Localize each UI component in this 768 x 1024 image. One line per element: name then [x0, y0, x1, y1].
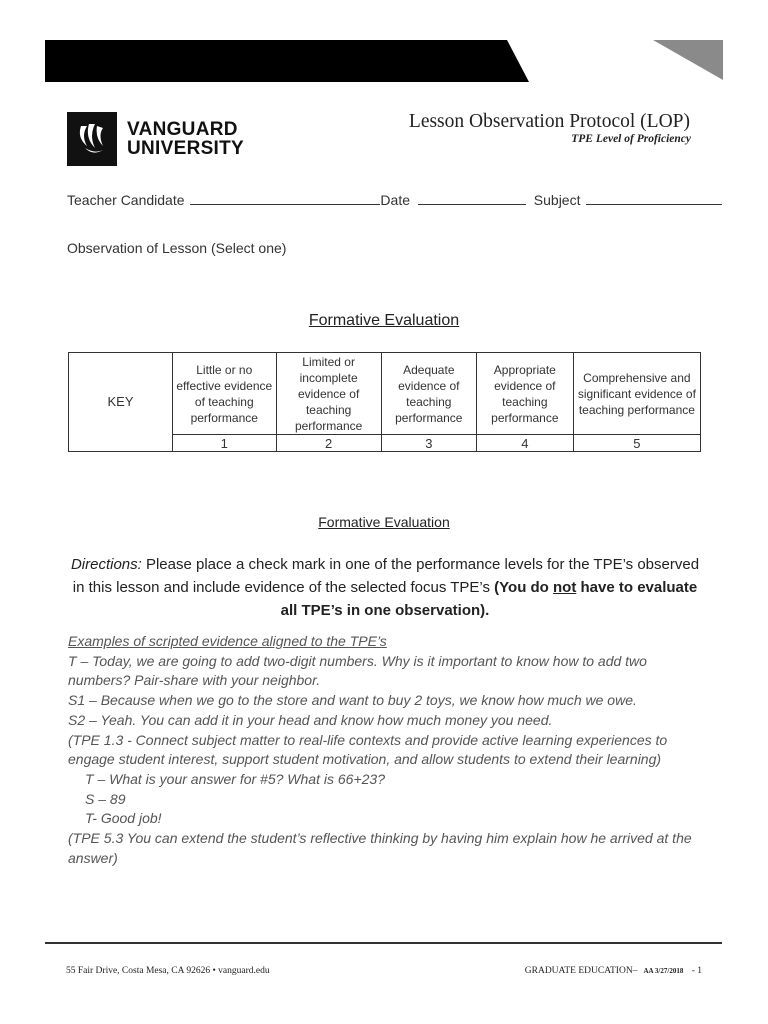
observation-select-label: Observation of Lesson (Select one)	[67, 240, 287, 256]
level-4-description: Appropriate evidence of teaching performance	[476, 353, 573, 435]
level-4-number: 4	[476, 435, 573, 452]
footer-code: AA 3/27/2018	[643, 967, 684, 975]
teacher-candidate-field[interactable]	[190, 193, 380, 205]
directions-bold-not: not	[553, 579, 577, 596]
corner-fold-graphic	[653, 40, 723, 80]
footer-divider	[45, 942, 722, 944]
example-indented-line: S – 89	[85, 790, 126, 807]
directions-bold-after: have to evaluate all TPE’s in one observation).	[280, 579, 698, 619]
level-5-description: Comprehensive and significant evidence of teaching performance	[573, 353, 700, 435]
document-subtitle: TPE Level of Proficiency	[571, 133, 691, 145]
formative-evaluation-subtitle-text: Formative Evaluation	[318, 514, 450, 530]
example-line: S1 – Because when we go to the store and want to buy 2 toys, we know how much we owe.	[68, 692, 637, 709]
directions-text: Please place a check mark in one of the performance levels for the TPE’s observed in this lesson and include evidence of the selected focus TPE’s	[72, 556, 700, 596]
footer-page-number: - 1	[691, 966, 702, 976]
level-1-number: 1	[173, 435, 277, 452]
proficiency-key-table	[68, 352, 701, 452]
level-3-number: 3	[381, 435, 476, 452]
directions-bold-before: (You do	[494, 579, 554, 596]
subject-field[interactable]	[586, 193, 722, 205]
date-field[interactable]	[418, 193, 526, 205]
level-2-number: 2	[276, 435, 381, 452]
logo-line-2: UNIVERSITY	[127, 138, 245, 159]
example-line: (TPE 1.3 - Connect subject matter to real-life contexts and provide active learning experiences to engage student interest, support student motivation, and allow students to extend their learning)	[68, 731, 668, 768]
example-line: T – Today, we are going to add two-digit numbers. Why is it important to know how to add two numbers? Pair-share with your neighbor.	[68, 652, 647, 689]
subject-label: Subject	[533, 192, 581, 208]
footer-department-label: GRADUATE EDUCATION–	[524, 966, 638, 976]
footer-address: 55 Fair Drive, Costa Mesa, CA 92626 • vanguard.edu	[66, 966, 270, 976]
date-label: Date	[380, 192, 410, 208]
example-indented-line: T- Good job!	[85, 810, 162, 827]
key-label: KEY	[69, 353, 173, 452]
formative-evaluation-subtitle	[0, 514, 768, 530]
document-title: Lesson Observation Protocol (LOP)	[408, 111, 690, 132]
examples-heading: Examples of scripted evidence aligned to the TPE’s	[68, 633, 387, 649]
formative-evaluation-title	[0, 312, 768, 330]
header-black-bar	[45, 40, 529, 82]
level-2-description: Limited or incomplete evidence of teaching performance	[276, 353, 381, 435]
example-line: S2 – Yeah. You can add it in your head and know how much money you need.	[68, 711, 553, 728]
example-indented-line: T – What is your answer for #5? What is 66+23?	[85, 770, 385, 787]
directions-label: Directions:	[70, 556, 142, 573]
formative-evaluation-title-text: Formative Evaluation	[308, 312, 460, 329]
footer-department	[525, 966, 702, 976]
university-name	[127, 120, 244, 158]
university-logo-icon	[67, 112, 117, 166]
level-5-number: 5	[573, 435, 700, 452]
scripted-evidence-examples	[68, 632, 708, 868]
example-final-line: (TPE 5.3 You can extend the student’s reflective thinking by having him explain how he arrived at the answer)	[68, 830, 692, 866]
directions-paragraph	[68, 553, 702, 622]
level-3-description: Adequate evidence of teaching performance	[381, 353, 476, 435]
logo-line-1: VANGUARD	[127, 119, 238, 140]
teacher-candidate-label: Teacher Candidate	[67, 192, 185, 208]
candidate-info-row	[67, 192, 722, 208]
level-1-description: Little or no effective evidence of teaching performance	[173, 353, 277, 435]
